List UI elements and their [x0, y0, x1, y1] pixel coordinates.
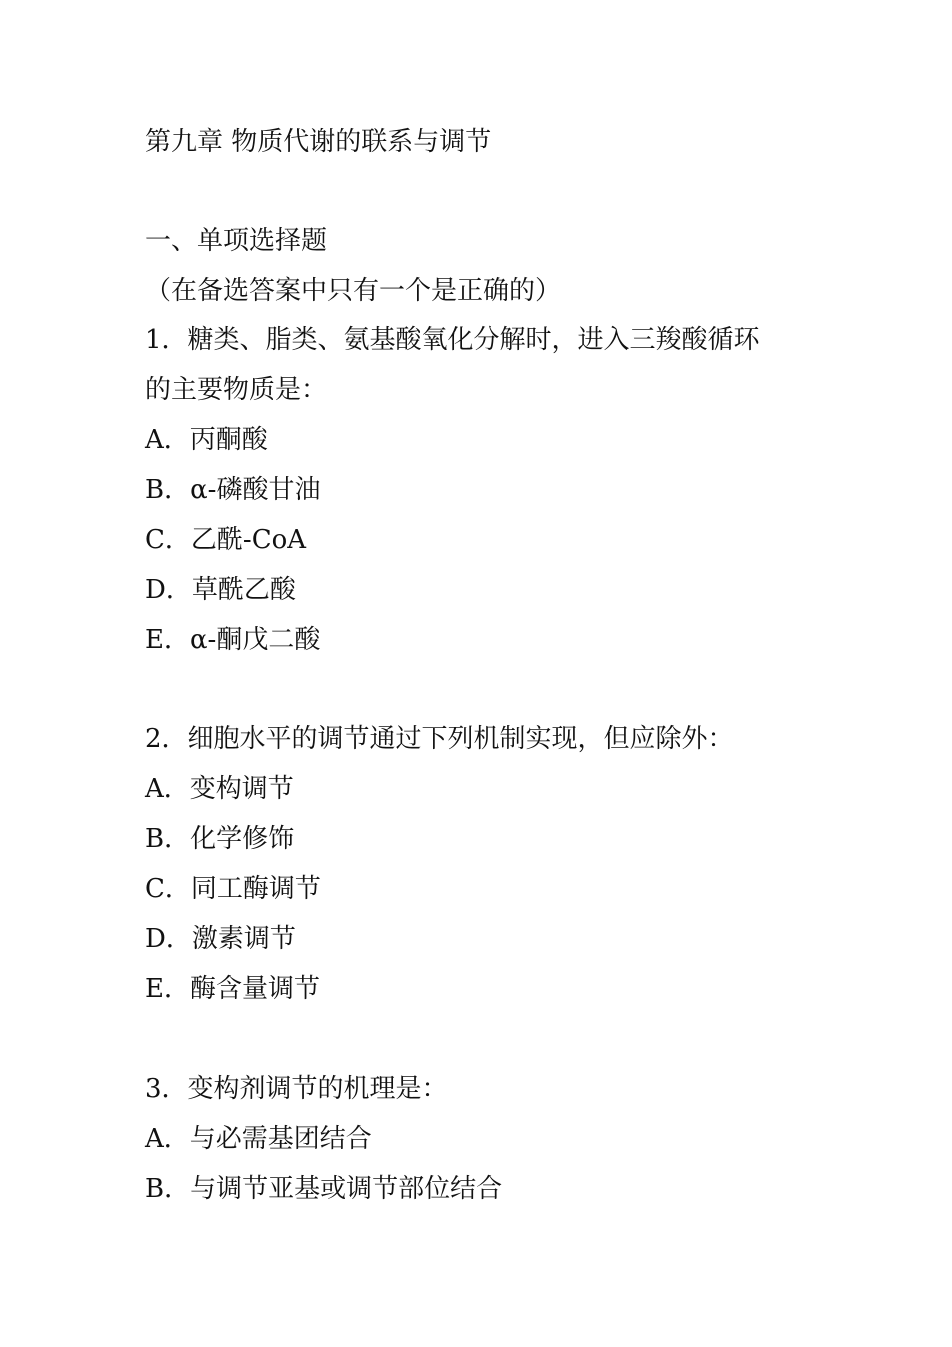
option-text: 草酰乙酸: [191, 575, 296, 605]
question-2-option-d: [145, 924, 296, 954]
question-1-option-a: [145, 425, 268, 455]
question-1-option-d: [145, 575, 296, 605]
chapter-title: 第九章 物质代谢的联系与调节: [145, 127, 492, 157]
section-note: （在备选答案中只有一个是正确的）: [145, 276, 562, 306]
question-3-option-b: [145, 1174, 502, 1204]
question-stem-text: 变构剂调节的机理是：: [187, 1074, 448, 1104]
question-3-stem: [145, 1074, 448, 1104]
option-letter: B．: [145, 1174, 191, 1204]
option-text: 同工酶调节: [190, 874, 321, 904]
option-text: 乙酰-CoA: [190, 525, 307, 555]
option-text: 与必需基团结合: [189, 1124, 372, 1154]
question-number: 3．: [145, 1074, 188, 1104]
option-letter: A．: [145, 774, 190, 804]
option-letter: C．: [145, 874, 191, 904]
option-letter: B．: [145, 824, 191, 854]
question-3-option-a: [145, 1124, 372, 1154]
question-2-option-a: [145, 774, 294, 804]
question-1-option-b: [145, 475, 320, 505]
option-letter: E．: [145, 974, 190, 1004]
option-text: α-酮戊二酸: [189, 625, 321, 655]
option-letter: D．: [145, 924, 192, 954]
question-1-stem-cont: 的主要物质是：: [145, 375, 328, 405]
question-2-option-b: [145, 824, 294, 854]
option-letter: D．: [145, 575, 192, 605]
question-stem-text: 细胞水平的调节通过下列机制实现，但应除外：: [187, 724, 734, 754]
option-letter: C．: [145, 525, 191, 555]
option-text: α-磷酸甘油: [190, 475, 321, 505]
question-2-stem: [145, 724, 734, 754]
option-letter: A．: [145, 1124, 190, 1154]
question-stem-text: 糖类、脂类、氨基酸氧化分解时，进入三羧酸循环: [187, 325, 760, 355]
question-1-stem: [145, 325, 760, 355]
section-title: 一、单项选择题: [145, 226, 328, 256]
option-letter: A．: [145, 425, 190, 455]
option-text: 变构调节: [189, 774, 294, 804]
question-2-option-e: [145, 974, 320, 1004]
question-number: 2．: [145, 724, 188, 754]
option-text: 激素调节: [191, 924, 296, 954]
option-text: 丙酮酸: [189, 425, 268, 455]
question-2-option-c: [145, 874, 321, 904]
option-text: 化学修饰: [190, 824, 295, 854]
option-letter: E．: [145, 625, 190, 655]
option-text: 酶含量调节: [189, 974, 320, 1004]
option-text: 与调节亚基或调节部位结合: [190, 1174, 503, 1204]
question-1-option-e: [145, 625, 320, 655]
question-number: 1．: [145, 325, 188, 355]
option-letter: B．: [145, 475, 191, 505]
question-1-option-c: [145, 525, 306, 555]
